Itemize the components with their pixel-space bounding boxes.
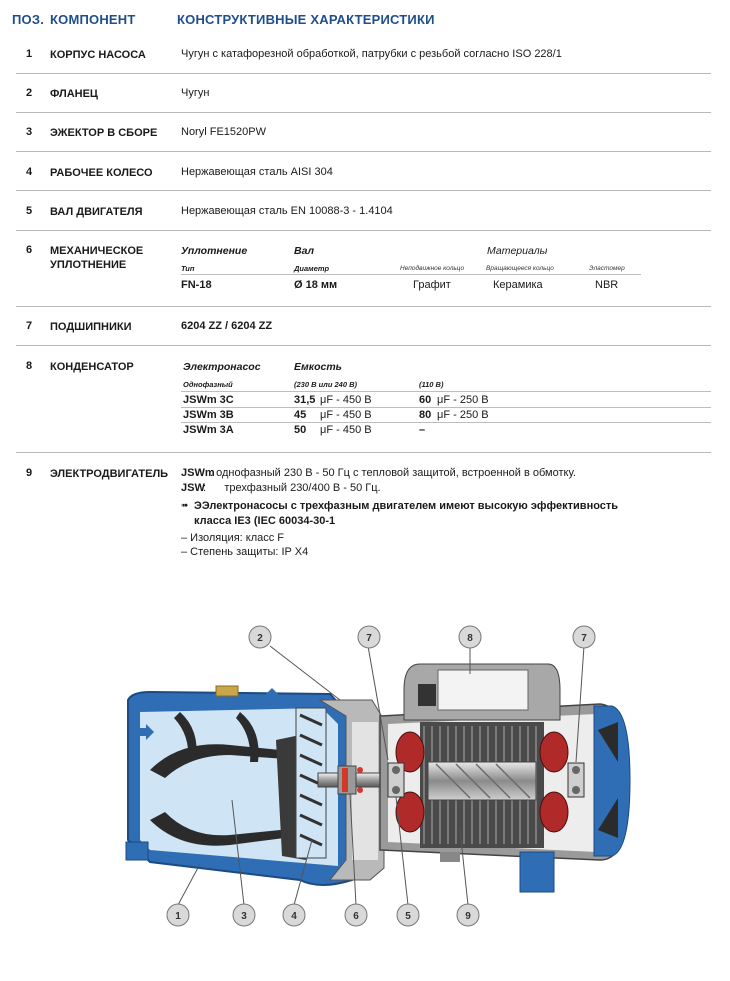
- row-number: 1: [26, 48, 33, 60]
- callout-9: [457, 904, 479, 926]
- component-name: ПОДШИПНИКИ: [50, 321, 132, 333]
- header-component: КОМПОНЕНТ: [50, 12, 136, 27]
- capacitor-model: JSWm 3C: [183, 394, 234, 406]
- component-value: Чугун с катафорезной обработкой, патрубки с резьбой согласно ISO 228/1: [181, 48, 562, 60]
- row-divider: [16, 190, 711, 191]
- component-value: Чугун: [181, 87, 210, 99]
- voltage-110-subheading: (110 В): [419, 380, 444, 389]
- row-number: 8: [26, 360, 33, 372]
- row-divider: [16, 452, 711, 453]
- component-value: 6204 ZZ / 6204 ZZ: [181, 320, 273, 332]
- svg-text:3: 3: [241, 911, 247, 922]
- callout-8: [459, 626, 481, 648]
- row-divider: [16, 112, 711, 113]
- rotor: [428, 762, 536, 800]
- motor-foot: [520, 852, 554, 892]
- shaft-diameter-value: Ø 18 мм: [294, 279, 338, 291]
- row-number: 9: [26, 467, 33, 479]
- seal-type-value: FN-18: [181, 279, 212, 291]
- svg-text:8: 8: [467, 633, 473, 644]
- row-divider: [16, 73, 711, 74]
- capacitor-line: [181, 407, 711, 408]
- single-phase-subheading: Однофазный: [183, 380, 233, 389]
- component-name: КОНДЕНСАТОР: [50, 361, 134, 373]
- capacitor-line: [181, 391, 711, 392]
- svg-text:1: 1: [175, 911, 181, 922]
- table-header: [0, 12, 730, 32]
- capacitance-110-unit: μF - 250 В: [437, 394, 489, 406]
- fixed-ring-subheading: Неподвижное кольцо: [400, 265, 465, 272]
- component-name: ВАЛ ДВИГАТЕЛЯ: [50, 206, 143, 218]
- insulation-class: – Изоляция: класс F: [181, 532, 285, 544]
- three-phase-key: JSW: [181, 482, 205, 494]
- ie3-note-line1: ЭЭлектронасосы с трехфазным двигателем имеют высокую эффективность: [194, 500, 619, 512]
- fixed-ring-value: Графит: [413, 279, 451, 291]
- svg-text:7: 7: [581, 633, 587, 644]
- protection-degree: – Степень защиты: IP X4: [181, 546, 309, 558]
- row-number: 7: [26, 320, 33, 332]
- row-divider: [16, 151, 711, 152]
- svg-text:4: 4: [291, 911, 297, 922]
- capacitance-heading: Емкость: [294, 361, 342, 373]
- svg-text:9: 9: [465, 911, 471, 922]
- row-number: 6: [26, 244, 33, 256]
- capacitor-line: [181, 422, 711, 423]
- capacitance-230-unit: μF - 450 В: [320, 424, 372, 436]
- table-row-seal: [0, 244, 730, 304]
- component-value: Noryl FE1520PW: [181, 126, 266, 138]
- component-value: Нержавеющая сталь AISI 304: [181, 166, 333, 178]
- voltage-230-subheading: (230 В или 240 В): [294, 380, 358, 389]
- pump-heading: Электронасос: [183, 361, 261, 373]
- materials-heading: Материалы: [487, 245, 548, 257]
- svg-text:5: 5: [405, 911, 411, 922]
- pump-cutaway-diagram: [0, 600, 730, 981]
- capacitance-230-unit: μF - 450 В: [320, 394, 372, 406]
- elastomer-subheading: Эластомер: [589, 265, 625, 272]
- component-name: ЭЛЕКТРОДВИГАТЕЛЬ: [50, 468, 169, 480]
- component-name: КОРПУС НАСОСА: [50, 49, 146, 61]
- capacitance-110-unit: μF - 250 В: [437, 409, 489, 421]
- fan-cover: [594, 706, 630, 856]
- capacitance-230-value: 45: [294, 409, 307, 421]
- bearing: [388, 763, 404, 797]
- capacitance-110-value: 60: [419, 394, 432, 406]
- rotating-ring-value: Керамика: [493, 279, 543, 291]
- capacitor-model: JSWm 3A: [183, 424, 234, 436]
- capacitance-230-value: 50: [294, 424, 307, 436]
- single-phase-text: : однофазный 230 В - 50 Гц с тепловой защитой, встроенной в обмотку.: [210, 467, 576, 479]
- header-characteristics: КОНСТРУКТИВНЫЕ ХАРАКТЕРИСТИКИ: [177, 12, 435, 27]
- callout-6: [345, 904, 367, 926]
- callout-1: [167, 904, 189, 926]
- callout-7: [573, 626, 595, 648]
- callout-2: [249, 626, 271, 648]
- capacitance-230-unit: μF - 450 В: [320, 409, 372, 421]
- callout-3: [233, 904, 255, 926]
- single-phase-key: JSWm: [181, 467, 215, 479]
- row-number: 5: [26, 205, 33, 217]
- svg-text:6: 6: [353, 911, 359, 922]
- seal-subtable-line: [181, 274, 641, 275]
- type-subheading: Тип: [181, 264, 195, 273]
- row-divider: [16, 345, 711, 346]
- row-divider: [16, 306, 711, 307]
- component-name: РАБОЧЕЕ КОЛЕСО: [50, 167, 153, 179]
- row-divider: [16, 230, 711, 231]
- shaft-heading: Вал: [294, 245, 315, 257]
- table-row-capacitor: [0, 360, 730, 440]
- callout-7: [358, 626, 380, 648]
- arrow-icon: ➠: [181, 500, 189, 510]
- capacitance-110-value: –: [419, 424, 426, 436]
- callout-5: [397, 904, 419, 926]
- component-name: ФЛАНЕЦ: [50, 88, 98, 100]
- row-number: 4: [26, 166, 33, 178]
- bearing: [568, 763, 584, 797]
- row-number: 2: [26, 87, 33, 99]
- callout-4: [283, 904, 305, 926]
- three-phase-text: : трехфазный 230/400 В - 50 Гц.: [203, 482, 381, 494]
- seal-heading: Уплотнение: [181, 245, 248, 257]
- capacitance-230-value: 31,5: [294, 394, 316, 406]
- rotating-ring-subheading: Вращающееся кольцо: [486, 265, 554, 272]
- capacitor: [438, 670, 528, 710]
- header-pos: ПОЗ.: [12, 12, 45, 27]
- diameter-subheading: Диаметр: [294, 264, 330, 273]
- component-value: Нержавеющая сталь EN 10088-3 - 1.4104: [181, 205, 393, 217]
- priming-plug: [216, 686, 238, 696]
- svg-text:7: 7: [366, 633, 372, 644]
- component-name-line2: УПЛОТНЕНИЕ: [50, 259, 127, 271]
- table-row-motor: [0, 467, 730, 567]
- component-name: ЭЖЕКТОР В СБОРЕ: [50, 127, 158, 139]
- capacitor-model: JSWm 3B: [183, 409, 234, 421]
- ie3-note-line2: класса IE3 (IEC 60034-30-1: [194, 515, 336, 527]
- component-name-line1: МЕХАНИЧЕСКОЕ: [50, 245, 144, 257]
- svg-text:2: 2: [257, 633, 263, 644]
- capacitor-box: [404, 664, 560, 720]
- elastomer-value: NBR: [595, 279, 619, 291]
- row-number: 3: [26, 126, 33, 138]
- capacitance-110-value: 80: [419, 409, 432, 421]
